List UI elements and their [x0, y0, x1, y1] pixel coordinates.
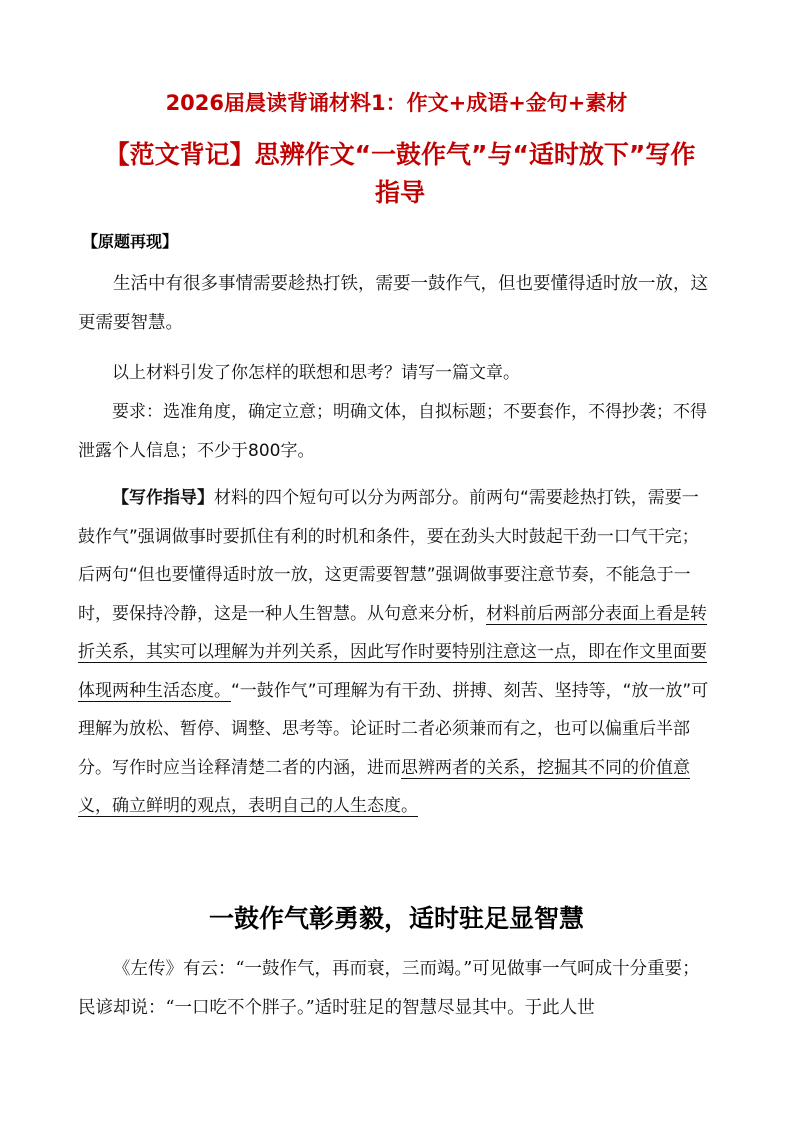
essay-opening: 《左传》有云：“一鼓作气，再而衰，三而竭。”可见做事一气呵成十分重要；民谚却说：“一口吃不个胖子。”适时驻足的智慧尽显其中。于此人世 — [78, 959, 700, 1018]
essay-title: 一鼓作气彰勇毅，适时驻足显智慧 — [208, 904, 584, 933]
guidance-text-1: 材料的四个短句可以分为两部分。前两句“需要趁热打铁，需要一鼓作气”强调做事时要抓住有利的时机和条件，要在劲头大时鼓起干劲一口气干完；后两句“但也要懂得适时放一放，这更需要智慧”强调做事要注意节奏，不能急于一时，要保持冷静，这是一种人生智慧。从句意来分析， — [78, 488, 699, 624]
original-prompt-label: 【原题再现】 — [82, 232, 179, 251]
guidance-underlined-1: 材料前后两部分表面上看是转折关系，其实可以理解为并列关系，因此写作时要特别注意这一点，即在作文里面要体现两种生活态度。 — [78, 603, 707, 701]
prompt-material: 生活中有很多事情需要趁热打铁，需要一鼓作气，但也要懂得适时放一放，这更需要智慧。 — [78, 274, 708, 333]
prompt-requirements: 要求：选准角度，确定立意；明确文体，自拟标题；不要套作，不得抄袭；不得泄露个人信息；不少于800字。 — [78, 402, 707, 461]
prompt-question: 以上材料引发了你怎样的联想和思考？请写一篇文章。 — [112, 363, 520, 383]
writing-guidance-label: 【写作指导】 — [112, 488, 214, 508]
document-title: 2026届晨读背诵材料1：作文+成语+金句+素材 — [165, 91, 628, 115]
guidance-underlined-2: 思辨两者的关系，挖掘其不同的价值意义，确立鲜明的观点，表明自己的人生态度。 — [78, 757, 690, 816]
writing-guidance — [78, 479, 714, 826]
guidance-text-2: “一鼓作气”可理解为有干劲、拼搏、刻苦、坚持等，“放一放”可理解为放松、暂停、调整、思考等。论证时二者必须兼而有之，也可以偏重后半部分。写作时应当诠释清楚二者的内涵，进而 — [78, 680, 709, 778]
document-subtitle: 【范文背记】思辨作文“一鼓作气”与“适时放下”写作指导 — [104, 140, 696, 207]
